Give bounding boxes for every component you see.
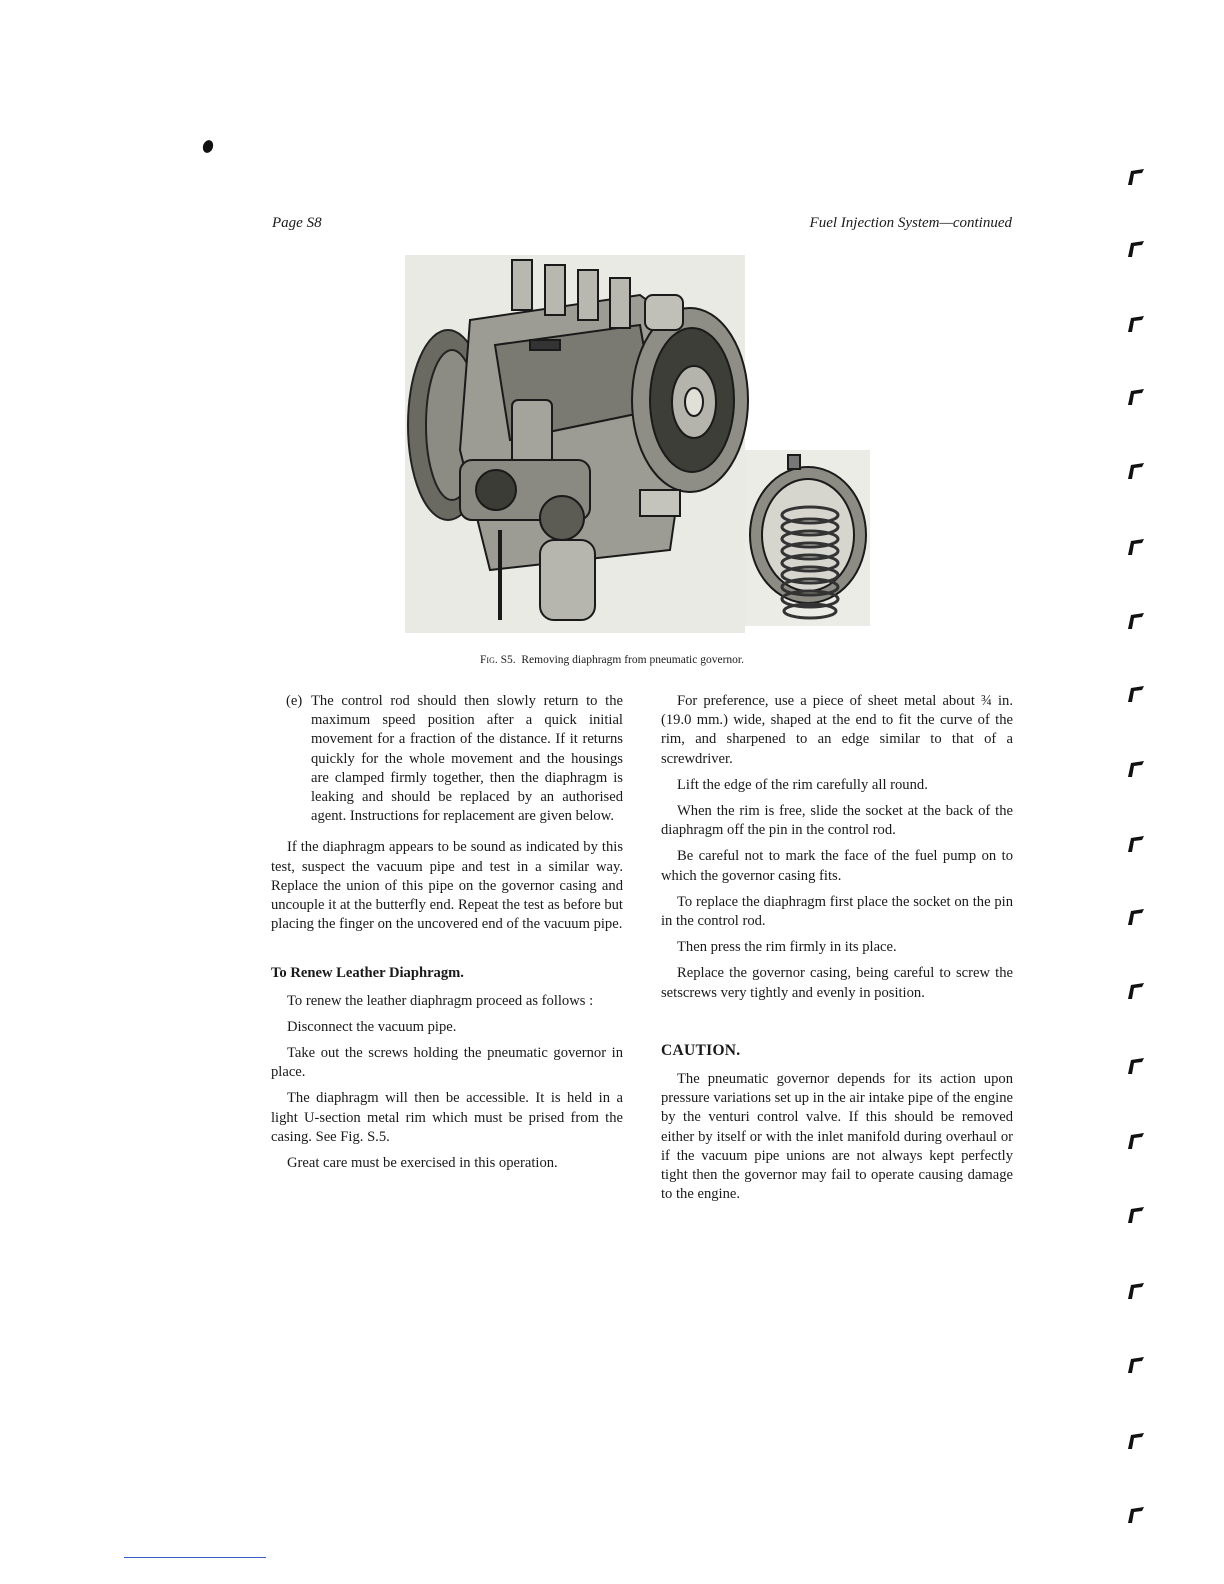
binding-mark bbox=[1127, 1206, 1145, 1224]
page-number: Page S8 bbox=[272, 215, 322, 231]
paragraph-caution: The pneumatic governor depends for its action upon pressure variations set up in the air intake pipe of the engine by the venturi control valve. If this should be removed either by itself or with the inlet manifold during overhaul or if the vacuum pipe unions are not always kept perfectly tight then the governor may fail to operate causing damage to the engine. bbox=[661, 1071, 1013, 1203]
heading-caution: CAUTION. bbox=[661, 1041, 741, 1059]
margin-dot bbox=[201, 139, 215, 155]
paragraph-disconnect: Disconnect the vacuum pipe. bbox=[287, 1018, 457, 1035]
binding-mark bbox=[1127, 240, 1145, 258]
figure-caption-text: Removing diaphragm from pneumatic governor. bbox=[521, 654, 744, 666]
binding-mark bbox=[1127, 612, 1145, 630]
paragraph-be-careful: Be careful not to mark the face of the fuel pump on to which the governor casing fits. bbox=[661, 848, 1013, 884]
paragraph-accessible: The diaphragm will then be accessible. It is held in a light U-section metal rim which must be prised from the casing. See Fig. S.5. bbox=[271, 1090, 623, 1145]
left-column bbox=[271, 692, 623, 1180]
binding-mark bbox=[1127, 1506, 1145, 1524]
binding-mark bbox=[1127, 1356, 1145, 1374]
paragraph-replace-casing: Replace the governor casing, being careful to screw the setscrews very tightly and evenly in position. bbox=[661, 965, 1013, 1001]
paragraph-renew-intro: To renew the leather diaphragm proceed as follows : bbox=[287, 992, 594, 1009]
paragraph-rim-free: When the rim is free, slide the socket at the back of the diaphragm off the pin in the control rod. bbox=[661, 803, 1013, 839]
drive-spindle bbox=[640, 490, 680, 516]
binding-mark bbox=[1127, 685, 1145, 703]
heading-renew-diaphragm: To Renew Leather Diaphragm. bbox=[271, 965, 464, 982]
binding-mark bbox=[1127, 538, 1145, 556]
figure-label: Fig. S5. bbox=[480, 654, 516, 666]
paragraph-diaphragm-sound: If the diaphragm appears to be sound as indicated by this test, suspect the vacuum pipe and test in a similar way. Replace the union of this pipe on the governor casing and uncouple it at the butterfly end. Repeat the test as before but placing the finger on the uncovered end of the vacuum pipe. bbox=[271, 839, 623, 933]
paragraph-lift-rim: Lift the edge of the rim carefully all round. bbox=[677, 776, 928, 793]
paragraph-remove-screws: Take out the screws holding the pneumatic governor in place. bbox=[271, 1045, 623, 1081]
binding-mark bbox=[1127, 1432, 1145, 1450]
running-header: Fuel Injection System—continued bbox=[809, 215, 1012, 231]
list-item-e bbox=[271, 692, 623, 826]
binding-mark bbox=[1127, 1057, 1145, 1075]
paragraph-replace-socket: To replace the diaphragm first place the socket on the pin in the control rod. bbox=[661, 893, 1013, 930]
figure-caption bbox=[0, 654, 1224, 666]
binding-mark bbox=[1127, 1132, 1145, 1150]
binding-mark bbox=[1127, 908, 1145, 926]
paragraph-preference: For preference, use a piece of sheet metal about ¾ in. (19.0 mm.) wide, shaped at the end to fit the curve of the rim, and sharpened to an edge similar to that of a screwdriver. bbox=[661, 693, 1013, 767]
binding-mark bbox=[1127, 760, 1145, 778]
right-column bbox=[661, 692, 1013, 1211]
binding-mark bbox=[1127, 1282, 1145, 1300]
item-label: (e) bbox=[286, 693, 303, 709]
paragraph-press-rim: Then press the rim firmly in its place. bbox=[677, 939, 897, 956]
binding-mark bbox=[1127, 835, 1145, 853]
binding-mark bbox=[1127, 315, 1145, 333]
figure-s5-photo bbox=[400, 250, 880, 640]
binding-mark bbox=[1127, 982, 1145, 1000]
item-text: The control rod should then slowly return to the maximum speed position after a quick initial movement for a fraction of the distance. If it returns quickly for the whole movement and the housings are clamped firmly together, then the diaphragm is leaking and should be replaced by an authorised agent. Instructions for replacement are given below. bbox=[311, 693, 623, 825]
paragraph-great-care: Great care must be exercised in this operation. bbox=[287, 1155, 558, 1172]
footer-rule bbox=[124, 1557, 266, 1558]
binding-mark bbox=[1127, 388, 1145, 406]
binding-mark bbox=[1127, 462, 1145, 480]
binding-mark bbox=[1127, 168, 1145, 186]
